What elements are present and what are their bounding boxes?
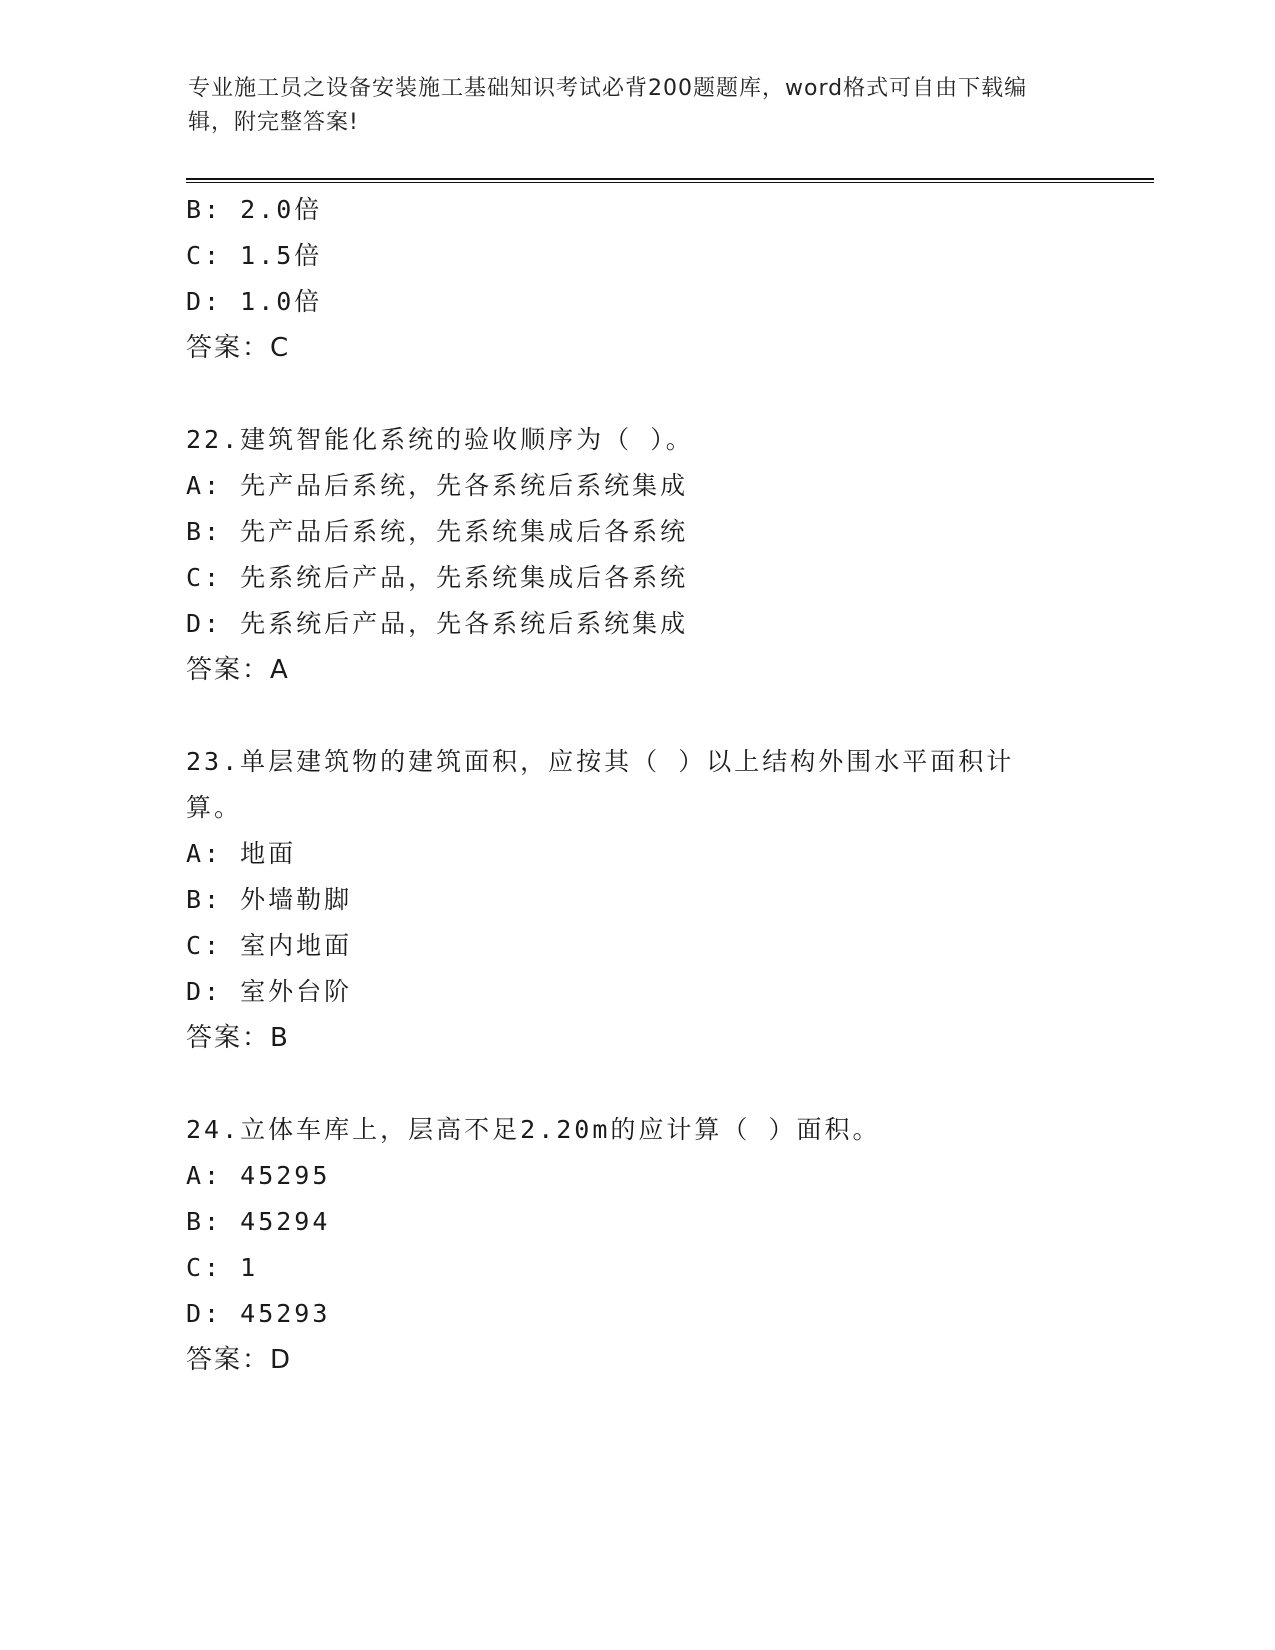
question-text: 23.单层建筑物的建筑面积，应按其（ ）以上结构外围水平面积计算。 bbox=[186, 747, 1015, 822]
document-header bbox=[188, 72, 1068, 140]
option-d: D: 先系统后产品，先各系统后系统集成 bbox=[186, 609, 689, 638]
option-a: A: 地面 bbox=[186, 839, 297, 868]
option-b: B: 先产品后系统，先系统集成后各系统 bbox=[186, 517, 689, 546]
option-d: D: 45293 bbox=[186, 1299, 331, 1328]
option-a: A: 先产品后系统，先各系统后系统集成 bbox=[186, 471, 689, 500]
question-text: 22.建筑智能化系统的验收顺序为（ ）。 bbox=[186, 425, 694, 454]
spacer bbox=[186, 693, 1086, 739]
answer-label: 答案：C bbox=[186, 333, 291, 363]
spacer bbox=[186, 1061, 1086, 1107]
option-b: B: 外墙勒脚 bbox=[186, 885, 353, 914]
question-21-partial bbox=[186, 187, 1086, 371]
option-c: C: 室内地面 bbox=[186, 931, 353, 960]
answer-label: 答案：B bbox=[186, 1023, 290, 1053]
spacer bbox=[186, 371, 1086, 417]
answer-label: 答案：D bbox=[186, 1345, 293, 1375]
header-divider bbox=[186, 178, 1154, 183]
header-title: 专业施工员之设备安装施工基础知识考试必背200题题库，word格式可自由下载编辑，附完整答案! bbox=[188, 76, 1028, 135]
question-23 bbox=[186, 739, 1086, 1061]
option-c: C: 1.5倍 bbox=[186, 241, 323, 270]
question-24 bbox=[186, 1107, 1086, 1383]
option-c: C: 先系统后产品，先系统集成后各系统 bbox=[186, 563, 689, 592]
question-list bbox=[186, 187, 1086, 1383]
option-a: A: 45295 bbox=[186, 1161, 331, 1190]
answer-label: 答案：A bbox=[186, 655, 290, 685]
option-b: B: 45294 bbox=[186, 1207, 331, 1236]
option-c: C: 1 bbox=[186, 1253, 259, 1282]
option-b: B: 2.0倍 bbox=[186, 195, 323, 224]
question-22 bbox=[186, 417, 1086, 693]
option-d: D: 室外台阶 bbox=[186, 977, 353, 1006]
question-text: 24.立体车库上，层高不足2.20m的应计算（ ）面积。 bbox=[186, 1115, 881, 1144]
option-d: D: 1.0倍 bbox=[186, 287, 323, 316]
